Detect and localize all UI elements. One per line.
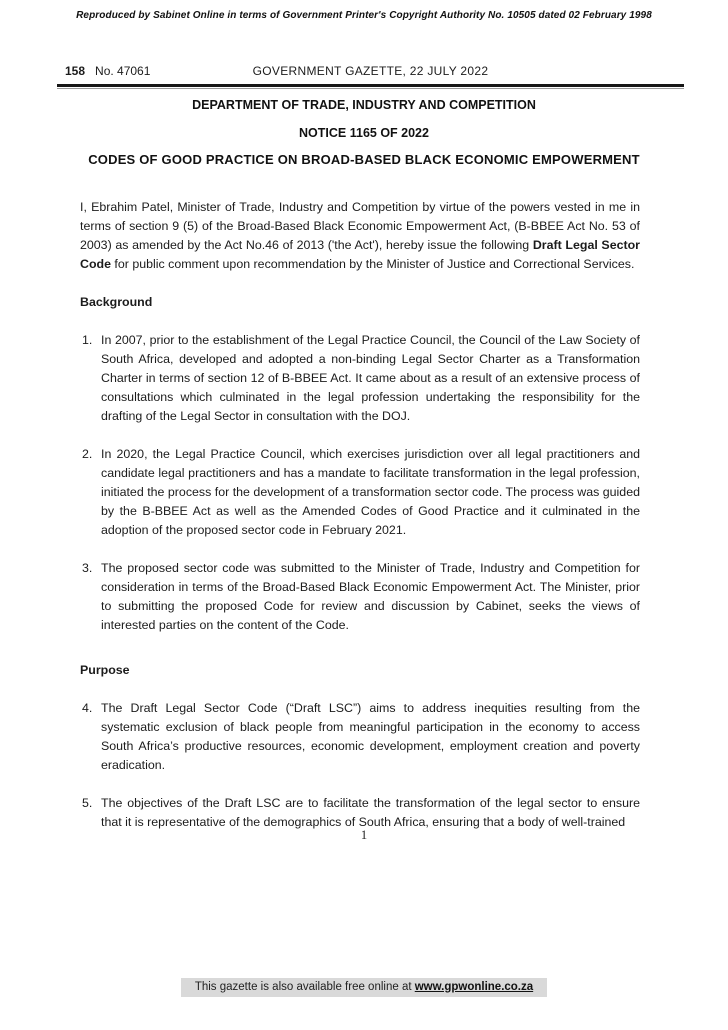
intro-text-end: for public comment upon recommendation by the Minister of Justice and Correctional Services. <box>110 257 635 271</box>
department-heading: DEPARTMENT OF TRADE, INDUSTRY AND COMPETITION <box>192 98 536 112</box>
list-item-number: 5. <box>82 796 93 810</box>
list-item-text: The proposed sector code was submitted to the Minister of Trade, Industry and Competition for consideration in terms of the Broad-Based Black Economic Empowerment Act. The Minister, prior to submitting the proposed Code for review and discussion by Cabinet, seeks the views of interested parties on the content of the Code. <box>101 561 640 632</box>
availability-bar <box>0 977 728 997</box>
availability-bar-inner <box>181 978 547 997</box>
list-item <box>80 331 640 426</box>
list-item-number: 1. <box>82 333 93 347</box>
page-number: 1 <box>360 828 368 842</box>
masthead-rule-thin <box>57 88 684 89</box>
list-item-text: In 2020, the Legal Practice Council, which exercises jurisdiction over all legal practitioners and candidate legal practitioners and has a mandate to facilitate transformation in the legal profession, initiated the process for the development of a transformation sector code. The process was guided by the B-BBEE Act as well as the Amended Codes of Good Practice and it culminated in the adoption of the proposed sector code in February 2021. <box>101 447 640 537</box>
intro-text-start: I, Ebrahim Patel, Minister of Trade, Industry and Competition by virtue of the powers vested in me in terms of section 9 (5) of the Broad-Based Black Economic Empowerment Act, (B-BBEE Act No. 53 of 2003) as amended by the Act No.46 of 2013 ('the Act'), hereby issue the following <box>80 200 640 252</box>
masthead-gazette-number: No. 47061 <box>95 64 151 78</box>
masthead-rule <box>57 84 684 90</box>
masthead-page-number: 158 <box>65 64 86 78</box>
masthead <box>57 64 684 82</box>
list-item <box>80 445 640 540</box>
notice-number-heading: NOTICE 1165 OF 2022 <box>299 126 429 140</box>
availability-url-link[interactable]: www.gpwonline.co.za <box>414 981 534 993</box>
availability-text: This gazette is also available free online at <box>194 981 415 993</box>
list-item-number: 4. <box>82 701 93 715</box>
list-item-number: 2. <box>82 447 93 461</box>
masthead-title: GOVERNMENT GAZETTE, 22 JULY 2022 <box>252 64 489 78</box>
list-item-number: 3. <box>82 561 93 575</box>
list-item <box>80 794 640 832</box>
intro-paragraph <box>80 198 640 274</box>
list-item-text: The objectives of the Draft LSC are to facilitate the transformation of the legal sector to ensure that it is representative of the demographics of South Africa, ensuring that a body of well-trained <box>101 796 640 829</box>
list-item-text: The Draft Legal Sector Code (“Draft LSC”) aims to address inequities resulting from the systematic exclusion of black people from meaningful participation in the economy to access South Africa’s productive resources, economic development, employment creation and poverty eradication. <box>101 701 640 772</box>
list-item <box>80 559 640 635</box>
section-heading-background: Background <box>80 295 153 309</box>
section-heading-purpose: Purpose <box>80 663 130 677</box>
document-body <box>80 198 640 832</box>
intro-text-bold: Draft Legal Sector Code <box>80 238 640 271</box>
copyright-line: Reproduced by Sabinet Online in terms of Government Printer's Copyright Authority No. 10505 dated 02 February 1998 <box>76 10 652 21</box>
masthead-rule-thick <box>57 84 684 87</box>
notice-title-heading: CODES OF GOOD PRACTICE ON BROAD-BASED BLACK ECONOMIC EMPOWERMENT <box>88 152 640 167</box>
list-item-text: In 2007, prior to the establishment of the Legal Practice Council, the Council of the Law Society of South Africa, developed and adopted a non-binding Legal Sector Charter as a Transformation Charter in terms of section 12 of B-BBEE Act. It came about as a result of an extensive process of consultations which culminated in the legal profession undertaking the responsibility for the drafting of the Legal Sector in consultation with the DOJ. <box>101 333 640 423</box>
list-item <box>80 699 640 775</box>
